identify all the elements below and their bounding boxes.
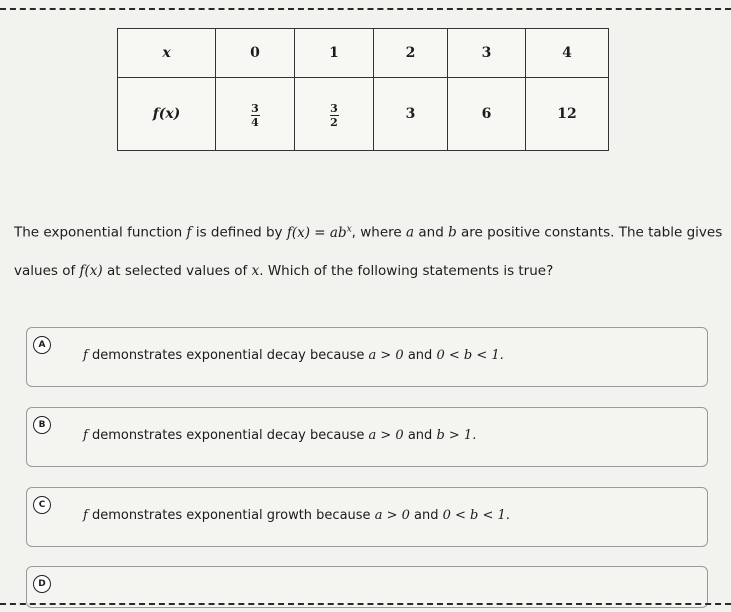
table-cell — [295, 78, 374, 151]
function-formula: $f(x) = ab^x$ — [286, 224, 352, 241]
table-cell: 2 — [374, 29, 448, 78]
top-dashed-divider — [0, 8, 731, 10]
table-cell: 3 — [374, 78, 448, 151]
function-values-table — [117, 28, 609, 151]
table-cell: 0 — [216, 29, 295, 78]
fraction-three-fourths: $\frac{3}{4}$ — [251, 102, 259, 129]
answer-choice-c[interactable] — [26, 487, 708, 547]
question-stem-line-1: The exponential function f is defined by $f(x) = ab^x$, where a and b are positive constants. The table gives — [14, 224, 723, 241]
fraction-three-halves: $\frac{3}{2}$ — [330, 102, 338, 129]
table-row-x — [118, 29, 609, 78]
table-header-x: x — [118, 29, 216, 78]
table-cell: 6 — [448, 78, 526, 151]
answer-choice-a[interactable] — [26, 327, 708, 387]
table-cell: 1 — [295, 29, 374, 78]
choice-letter-badge: B — [33, 416, 51, 434]
answer-choice-b[interactable] — [26, 407, 708, 467]
choice-letter-badge: D — [33, 575, 51, 593]
answer-choice-d[interactable] — [26, 566, 708, 608]
choice-letter-badge: A — [33, 336, 51, 354]
table-cell: 12 — [526, 78, 609, 151]
choice-text: f demonstrates exponential decay because a > 0 and b > 1. — [83, 428, 477, 443]
bottom-dashed-divider — [0, 603, 731, 605]
choice-text: f demonstrates exponential decay because a > 0 and 0 < b < 1. — [83, 348, 504, 363]
table-header-fx: f(x) — [118, 78, 216, 151]
table-cell: 3 — [448, 29, 526, 78]
table-cell: 4 — [526, 29, 609, 78]
table-cell — [216, 78, 295, 151]
choice-letter-badge: C — [33, 496, 51, 514]
question-stem-line-2: values of f(x) at selected values of x. Which of the following statements is true? — [14, 263, 554, 279]
table-row-fx — [118, 78, 609, 151]
choice-text: f demonstrates exponential growth because a > 0 and 0 < b < 1. — [83, 508, 510, 523]
